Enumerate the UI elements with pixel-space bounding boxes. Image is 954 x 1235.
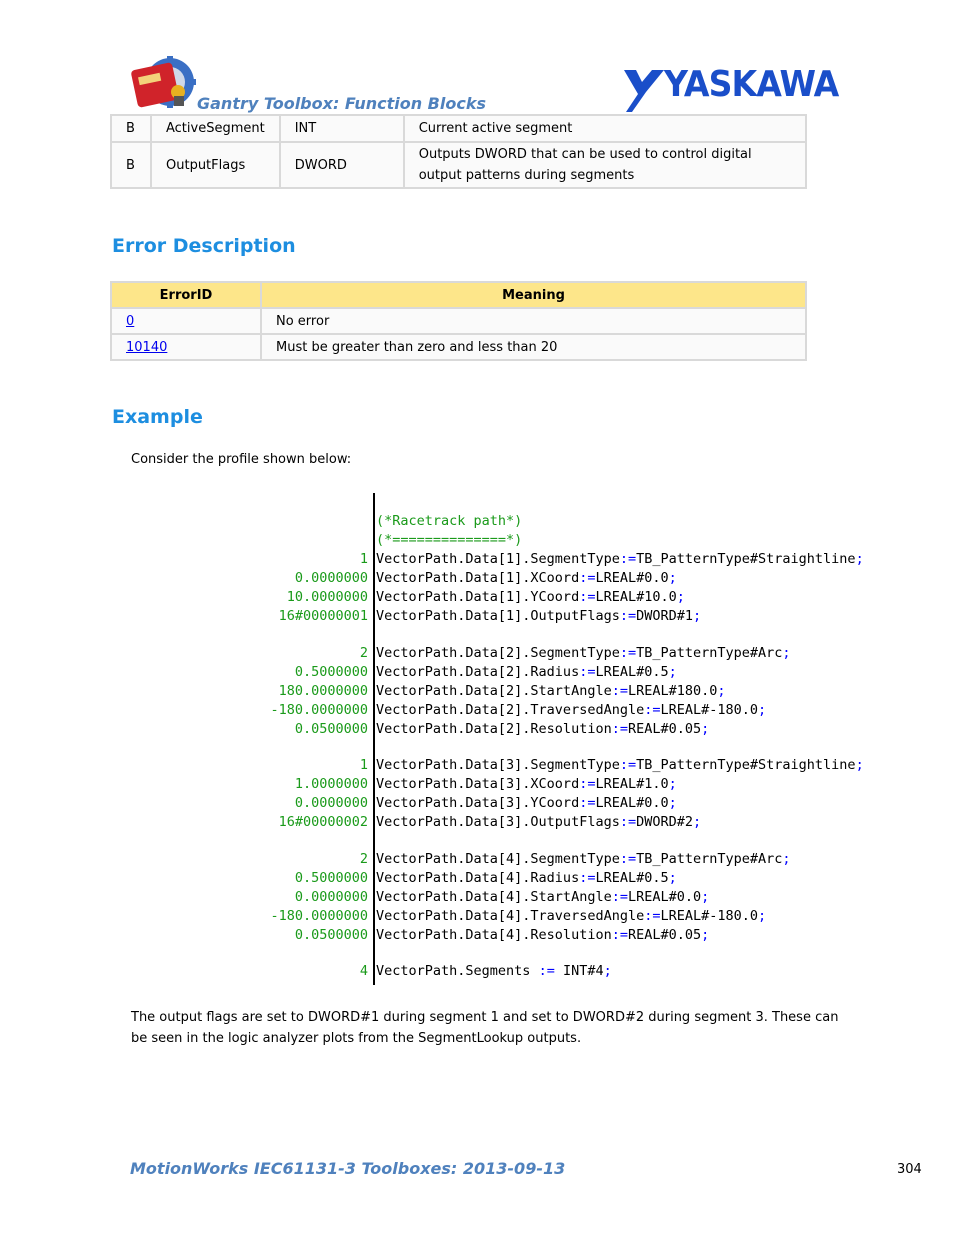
code-end: ; xyxy=(855,757,864,773)
code-statement xyxy=(376,850,791,868)
code-op: := xyxy=(579,795,596,811)
code-lhs: VectorPath.Data[3].YCoord xyxy=(376,795,580,811)
code-statement xyxy=(376,550,864,568)
code-rhs: LREAL#0.0 xyxy=(627,889,702,905)
code-end: ; xyxy=(676,589,685,605)
code-end: ; xyxy=(782,851,791,867)
code-line xyxy=(120,775,840,793)
code-value: 1.0000000 xyxy=(294,776,368,792)
code-value: 0.0500000 xyxy=(294,721,368,737)
code-value: 16#00000002 xyxy=(278,814,368,830)
example-heading: Example xyxy=(112,406,203,428)
outputs-table xyxy=(110,114,807,189)
footer-title: MotionWorks IEC61131-3 Toolboxes: 2013-09-13 xyxy=(130,1159,566,1178)
code-rhs: TB_PatternType#Arc xyxy=(636,645,783,661)
row-type: B xyxy=(111,115,151,142)
code-lhs: VectorPath.Data[3].OutputFlags xyxy=(376,814,620,830)
code-line xyxy=(120,644,840,662)
code-lhs: VectorPath.Data[2].SegmentType xyxy=(376,645,620,661)
code-value: 0.0000000 xyxy=(294,795,368,811)
code-end: ; xyxy=(668,776,677,792)
row-type: B xyxy=(111,142,151,188)
column-header-meaning: Meaning xyxy=(261,282,806,308)
code-comment: (*Racetrack path*) xyxy=(376,513,523,529)
row-datatype: INT xyxy=(280,115,404,142)
row-desc: Current active segment xyxy=(404,115,806,142)
code-end: ; xyxy=(701,721,710,737)
toolbox-logo-icon xyxy=(130,56,198,110)
code-line xyxy=(120,794,840,812)
code-value: 0.5000000 xyxy=(294,870,368,886)
code-op: := xyxy=(619,608,637,624)
code-line xyxy=(120,588,840,606)
code-statement xyxy=(376,926,709,944)
yaskawa-mark-icon xyxy=(622,66,666,112)
code-end: ; xyxy=(693,608,702,624)
code-op: := xyxy=(579,870,596,886)
code-end: ; xyxy=(668,795,677,811)
code-lhs: VectorPath.Data[2].StartAngle xyxy=(376,683,612,699)
code-lhs: VectorPath.Data[4].TraversedAngle xyxy=(376,908,645,924)
code-statement xyxy=(376,756,864,774)
error-meaning: No error xyxy=(261,308,806,334)
code-value: 0.5000000 xyxy=(294,664,368,680)
code-statement xyxy=(376,644,791,662)
code-end: ; xyxy=(758,702,767,718)
code-op: := xyxy=(644,702,661,718)
code-line xyxy=(120,682,840,700)
code-op: := xyxy=(579,570,596,586)
error-table xyxy=(110,281,807,361)
code-value: 180.0000000 xyxy=(278,683,368,699)
code-rhs: LREAL#1.0 xyxy=(595,776,669,792)
code-end: ; xyxy=(701,927,710,943)
code-lhs: VectorPath.Data[1].XCoord xyxy=(376,570,580,586)
code-statement xyxy=(376,588,685,606)
code-op: := xyxy=(644,908,661,924)
code-op: := xyxy=(619,551,637,567)
code-op: := xyxy=(619,645,637,661)
code-line xyxy=(120,888,840,906)
code-op: := xyxy=(579,776,596,792)
code-statement xyxy=(376,888,709,906)
code-lhs: VectorPath.Data[4].Radius xyxy=(376,870,580,886)
error-heading: Error Description xyxy=(112,235,296,257)
code-lhs: VectorPath.Data[3].XCoord xyxy=(376,776,580,792)
row-name: ActiveSegment xyxy=(151,115,280,142)
code-value: 2 xyxy=(359,645,368,661)
code-statement xyxy=(376,813,701,831)
code-statement xyxy=(376,663,677,681)
code-line xyxy=(120,962,840,980)
example-closing: The output flags are set to DWORD#1 during segment 1 and set to DWORD#2 during segment 3. These can be seen in the logic analyzer plots from the SegmentLookup outputs. xyxy=(131,1010,839,1046)
code-op: := xyxy=(619,851,637,867)
code-end: ; xyxy=(603,963,612,979)
code-rhs: REAL#0.05 xyxy=(627,721,702,737)
code-rhs: LREAL#180.0 xyxy=(627,683,718,699)
table-row xyxy=(111,115,806,142)
code-comment: (*==============*) xyxy=(376,532,523,548)
code-line xyxy=(120,850,840,868)
code-lhs: VectorPath.Data[2].TraversedAngle xyxy=(376,702,645,718)
code-lhs: VectorPath.Data[2].Resolution xyxy=(376,721,612,737)
code-rhs: INT#4 xyxy=(554,963,604,979)
code-lhs: VectorPath.Data[4].StartAngle xyxy=(376,889,612,905)
code-statement xyxy=(376,775,677,793)
code-line xyxy=(120,569,840,587)
code-op: := xyxy=(538,963,555,979)
code-value: 16#00000001 xyxy=(278,608,368,624)
code-lhs: VectorPath.Data[4].Resolution xyxy=(376,927,612,943)
brand-name: YASKAWA xyxy=(664,64,839,105)
code-end: ; xyxy=(668,570,677,586)
code-end: ; xyxy=(717,683,726,699)
error-meaning: Must be greater than zero and less than 20 xyxy=(261,334,806,360)
code-end: ; xyxy=(693,814,702,830)
code-op: := xyxy=(619,814,637,830)
code-rhs: LREAL#0.0 xyxy=(595,570,669,586)
code-end: ; xyxy=(758,908,767,924)
error-id-link[interactable]: 10140 xyxy=(126,339,168,355)
example-intro: Consider the profile shown below: xyxy=(131,452,352,467)
code-line xyxy=(120,720,840,738)
code-op: := xyxy=(611,721,628,737)
code-op: := xyxy=(619,757,637,773)
code-lhs: VectorPath.Data[1].OutputFlags xyxy=(376,608,620,624)
code-statement xyxy=(376,794,677,812)
code-rhs: LREAL#0.0 xyxy=(595,795,669,811)
code-line xyxy=(120,550,864,568)
code-value: -180.0000000 xyxy=(270,702,368,718)
code-listing xyxy=(120,493,864,985)
code-lhs: VectorPath.Segments xyxy=(376,963,539,979)
code-line xyxy=(120,756,864,774)
code-statement xyxy=(376,869,677,887)
code-rhs: LREAL#0.5 xyxy=(595,664,669,680)
code-lhs: VectorPath.Data[1].SegmentType xyxy=(376,551,620,567)
code-op: := xyxy=(611,889,628,905)
code-line xyxy=(120,701,840,719)
code-rhs: TB_PatternType#Arc xyxy=(636,851,783,867)
code-op: := xyxy=(579,589,596,605)
code-value: 1 xyxy=(359,757,368,773)
code-op: := xyxy=(611,683,628,699)
code-end: ; xyxy=(855,551,864,567)
code-op: := xyxy=(611,927,628,943)
page-number: 304 xyxy=(897,1162,922,1177)
code-rhs: LREAL#10.0 xyxy=(595,589,677,605)
code-rhs: LREAL#-180.0 xyxy=(660,702,759,718)
code-value: -180.0000000 xyxy=(270,908,368,924)
code-lhs: VectorPath.Data[1].YCoord xyxy=(376,589,580,605)
table-header-row xyxy=(111,282,806,308)
yaskawa-logo xyxy=(622,66,844,112)
code-end: ; xyxy=(701,889,710,905)
code-value: 10.0000000 xyxy=(286,589,368,605)
error-id-link[interactable]: 0 xyxy=(126,313,135,329)
code-rhs: LREAL#-180.0 xyxy=(660,908,759,924)
column-header-errorid: ErrorID xyxy=(111,282,261,308)
row-name: OutputFlags xyxy=(151,142,280,188)
code-rhs: LREAL#0.5 xyxy=(595,870,669,886)
row-desc: Outputs DWORD that can be used to control digital output patterns during segments xyxy=(404,142,806,188)
table-row xyxy=(111,308,806,334)
code-line xyxy=(120,907,840,925)
code-statement xyxy=(376,907,766,925)
code-line xyxy=(120,607,840,625)
code-rhs: TB_PatternType#Straightline xyxy=(636,551,856,567)
code-value: 0.0000000 xyxy=(294,889,368,905)
code-statement xyxy=(376,720,709,738)
table-row xyxy=(111,142,806,188)
code-rhs: REAL#0.05 xyxy=(627,927,702,943)
code-line xyxy=(120,869,840,887)
code-lhs: VectorPath.Data[4].SegmentType xyxy=(376,851,620,867)
code-value: 2 xyxy=(359,851,368,867)
code-lhs: VectorPath.Data[3].SegmentType xyxy=(376,757,620,773)
code-op: := xyxy=(579,664,596,680)
code-value: 0.0000000 xyxy=(294,570,368,586)
table-row xyxy=(111,334,806,360)
code-rhs: DWORD#2 xyxy=(636,814,694,830)
code-value: 1 xyxy=(359,551,368,567)
code-statement xyxy=(376,607,701,625)
code-rhs: TB_PatternType#Straightline xyxy=(636,757,856,773)
code-value: 0.0500000 xyxy=(294,927,368,943)
code-end: ; xyxy=(668,870,677,886)
code-line xyxy=(120,926,840,944)
code-statement xyxy=(376,569,677,587)
row-datatype: DWORD xyxy=(280,142,404,188)
code-lhs: VectorPath.Data[2].Radius xyxy=(376,664,580,680)
code-end: ; xyxy=(782,645,791,661)
header-title: Gantry Toolbox: Function Blocks xyxy=(197,94,486,113)
code-statement xyxy=(376,682,726,700)
code-statement xyxy=(376,701,766,719)
code-end: ; xyxy=(668,664,677,680)
code-line xyxy=(120,813,840,831)
code-value: 4 xyxy=(359,963,368,979)
code-line xyxy=(120,663,840,681)
code-statement xyxy=(376,962,612,980)
code-rhs: DWORD#1 xyxy=(636,608,694,624)
